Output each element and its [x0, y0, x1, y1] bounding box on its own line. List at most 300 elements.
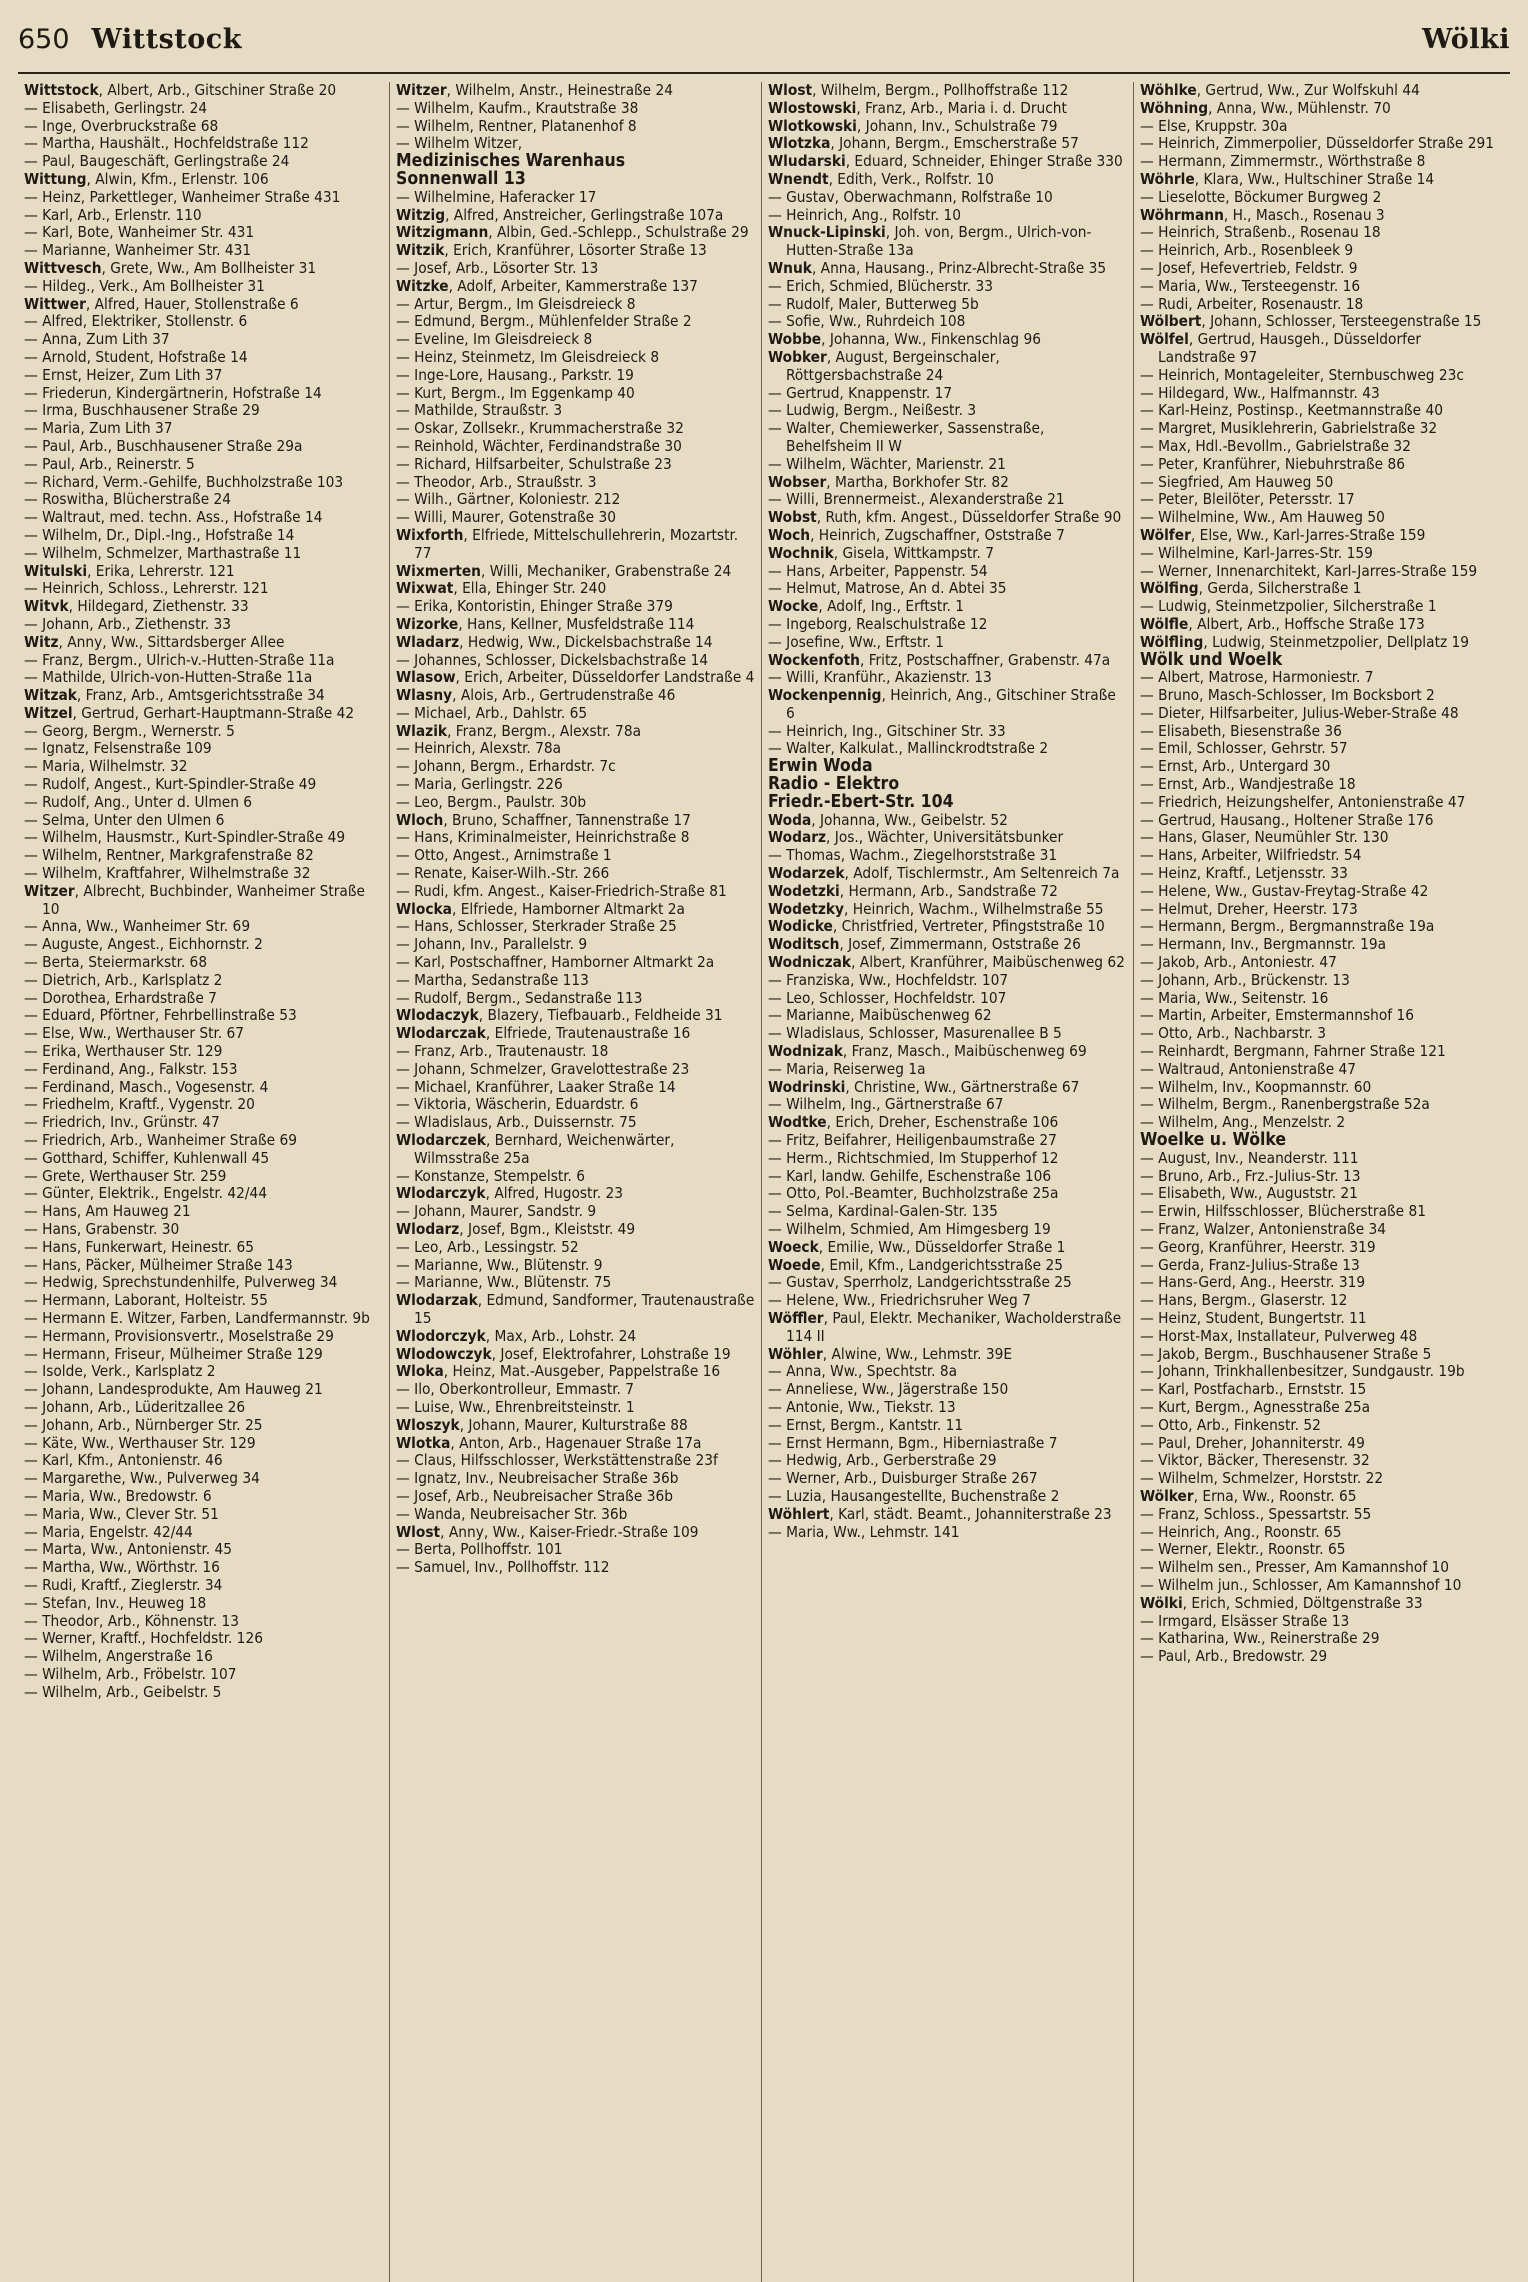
directory-entry: — Günter, Elektrik., Engelstr. 42/44 — [24, 1184, 268, 1203]
directory-entry: Witulski, Erika, Lehrerstr. 121 — [24, 561, 235, 580]
directory-entry: — Irma, Buschhausener Straße 29 — [24, 401, 260, 420]
directory-entry: — Rudolf, Angest., Kurt-Spindler-Straße 49 — [24, 775, 317, 794]
directory-entry: — Waltraud, Antonienstraße 47 — [1140, 1059, 1357, 1078]
directory-entry: — Otto, Angest., Arnimstraße 1 — [396, 846, 612, 865]
directory-entry: — Maria, Ww., Lehmstr. 141 — [768, 1522, 960, 1541]
directory-entry: Wodarzek, Adolf, Tischlermstr., Am Seltenreich 7a — [768, 864, 1120, 883]
directory-entry: — Gustav, Sperrholz, Landgerichtsstraße 25 — [768, 1273, 1072, 1292]
directory-entry: Wobser, Martha, Borkhofer Str. 82 — [768, 472, 1009, 491]
directory-entry: — Walter, Chemiewerker, Sassenstraße, Behelfsheim II W — [768, 419, 1045, 455]
directory-entry: — Hedwig, Sprechstundenhilfe, Pulverweg 34 — [24, 1273, 338, 1292]
directory-entry: — Gertrud, Knappenstr. 17 — [768, 383, 953, 402]
directory-entry: — Viktoria, Wäscherin, Eduardstr. 6 — [396, 1095, 639, 1114]
directory-entry: — Maria, Zum Lith 37 — [24, 419, 173, 438]
directory-entry: — Alfred, Elektriker, Stollenstr. 6 — [24, 312, 248, 331]
directory-entry: — Maria, Engelstr. 42/44 — [24, 1522, 193, 1541]
directory-entry: — August, Inv., Neanderstr. 111 — [1140, 1148, 1359, 1167]
directory-entry: — Karl-Heinz, Postinsp., Keetmannstraße 40 — [1140, 401, 1443, 420]
directory-entry: — Willi, Brennermeist., Alexanderstraße 21 — [768, 490, 1065, 509]
directory-entry: — Viktor, Bäcker, Theresenstr. 32 — [1140, 1451, 1370, 1470]
directory-entry: — Johann, Inv., Parallelstr. 9 — [396, 935, 588, 954]
directory-entry: — Roswitha, Blücherstraße 24 — [24, 490, 232, 509]
directory-entry: Wittwer, Alfred, Hauer, Stollenstraße 6 — [24, 294, 299, 313]
directory-entry: — Josef, Arb., Lösorter Str. 13 — [396, 258, 599, 277]
directory-entry: — Paul, Arb., Bredowstr. 29 — [1140, 1647, 1328, 1666]
directory-entry: — Isolde, Verk., Karlsplatz 2 — [24, 1362, 216, 1381]
directory-entry: Woditsch, Josef, Zimmermann, Oststraße 26 — [768, 935, 1081, 954]
directory-entry: — Gustav, Oberwachmann, Rolfstraße 10 — [768, 187, 1053, 206]
directory-entry: Wloka, Heinz, Mat.-Ausgeber, Pappelstraße 16 — [396, 1362, 721, 1381]
directory-entry: — Berta, Steiermarkstr. 68 — [24, 953, 208, 972]
directory-entry: Wludarski, Eduard, Schneider, Ehinger Straße 330 — [768, 152, 1123, 171]
directory-entry: Wlotka, Anton, Arb., Hagenauer Straße 17a — [396, 1433, 702, 1452]
directory-entry: — Berta, Pollhoffstr. 101 — [396, 1540, 563, 1559]
directory-entry: — Ernst Hermann, Bgm., Hiberniastraße 7 — [768, 1433, 1058, 1452]
directory-entry: — Hans, Schlosser, Sterkrader Straße 25 — [396, 917, 677, 936]
directory-entry: — Martha, Sedanstraße 113 — [396, 970, 589, 989]
directory-entry: — Theodor, Arb., Straußstr. 3 — [396, 472, 597, 491]
directory-entry: — Werner, Elektr., Roonstr. 65 — [1140, 1540, 1346, 1559]
directory-entry: — Stefan, Inv., Heuweg 18 — [24, 1593, 207, 1612]
directory-entry: — Michael, Arb., Dahlstr. 65 — [396, 703, 588, 722]
directory-entry: — Hans, Am Hauweg 21 — [24, 1202, 191, 1221]
directory-entry: — Ernst, Heizer, Zum Lith 37 — [24, 365, 223, 384]
directory-entry: — Josef, Arb., Neubreisacher Straße 36b — [396, 1486, 673, 1505]
directory-entry: Wixforth, Elfriede, Mittelschullehrerin, Mozartstr. 77 — [396, 525, 739, 562]
directory-entry: Wöhler, Alwine, Ww., Lehmstr. 39E — [768, 1344, 1013, 1363]
directory-entry: — Johann, Bergm., Erhardstr. 7c — [396, 757, 616, 776]
directory-entry: Wöhrmann, H., Masch., Rosenau 3 — [1140, 205, 1385, 224]
directory-entry: — Selma, Unter den Ulmen 6 — [24, 810, 225, 829]
header-rule — [18, 72, 1510, 74]
directory-entry: — Johann, Arb., Brückenstr. 13 — [1140, 970, 1350, 989]
directory-entry: Wlostowski, Franz, Arb., Maria i. d. Drucht — [768, 98, 1067, 117]
directory-entry: Wölfel, Gertrud, Hausgeh., Düsseldorfer Landstraße 97 — [1140, 330, 1422, 366]
directory-entry: — Maria, Gerlingstr. 226 — [396, 775, 563, 794]
directory-entry: Witvk, Hildegard, Ziethenstr. 33 — [24, 597, 249, 616]
directory-entry: — Eduard, Pförtner, Fehrbellinstraße 53 — [24, 1006, 297, 1025]
directory-entry: — Wilhelm, Arb., Fröbelstr. 107 — [24, 1664, 237, 1683]
directory-entry: — Leo, Bergm., Paulstr. 30b — [396, 792, 587, 811]
directory-entry: — Karl, landw. Gehilfe, Eschenstraße 106 — [768, 1166, 1052, 1185]
directory-entry: — Richard, Hilfsarbeiter, Schulstraße 23 — [396, 454, 672, 473]
directory-entry: — Peter, Bleilöter, Petersstr. 17 — [1140, 490, 1355, 509]
directory-entry: — Hermann, Provisionsvertr., Moselstraße 29 — [24, 1326, 334, 1345]
directory-entry: — Bruno, Arb., Frz.-Julius-Str. 13 — [1140, 1166, 1361, 1185]
directory-entry: Wodarz, Jos., Wächter, Universitätsbunker — [768, 828, 1064, 847]
directory-entry: — Edmund, Bergm., Mühlenfelder Straße 2 — [396, 312, 692, 331]
directory-entry: — Arnold, Student, Hofstraße 14 — [24, 347, 248, 366]
directory-columns — [18, 82, 1510, 2282]
directory-entry: — Marianne, Ww., Blütenstr. 75 — [396, 1273, 612, 1292]
directory-entry: — Erich, Schmied, Blücherstr. 33 — [768, 276, 994, 295]
directory-entry: Wocke, Adolf, Ing., Erftstr. 1 — [768, 597, 965, 616]
directory-entry: — Anna, Zum Lith 37 — [24, 330, 170, 349]
directory-entry: — Reinhardt, Bergmann, Fahrner Straße 121 — [1140, 1042, 1446, 1061]
directory-entry: — Maria, Ww., Seitenstr. 16 — [1140, 988, 1329, 1007]
directory-entry: Witzer, Wilhelm, Anstr., Heinestraße 24 — [396, 82, 674, 99]
directory-entry: Wodetzky, Heinrich, Wachm., Wilhelmstraße 55 — [768, 899, 1104, 918]
directory-entry: — Erika, Kontoristin, Ehinger Straße 379 — [396, 597, 673, 616]
directory-entry: — Johann, Schmelzer, Gravelottestraße 23 — [396, 1059, 690, 1078]
directory-entry: — Otto, Arb., Nachbarstr. 3 — [1140, 1024, 1326, 1043]
directory-entry: Wlost, Wilhelm, Bergm., Pollhoffstraße 112 — [768, 82, 1069, 99]
column-4 — [1134, 82, 1506, 2282]
column-3 — [762, 82, 1134, 2282]
directory-entry: — Erwin, Hilfsschlosser, Blücherstraße 81 — [1140, 1202, 1427, 1221]
directory-entry: — Johann, Arb., Ziethenstr. 33 — [24, 614, 231, 633]
directory-entry: — Wilhelm, Arb., Geibelstr. 5 — [24, 1682, 222, 1701]
directory-entry: Wnuk, Anna, Hausang., Prinz-Albrecht-Straße 35 — [768, 258, 1107, 277]
directory-entry: — Lieselotte, Böckumer Burgweg 2 — [1140, 187, 1382, 206]
directory-entry: — Michael, Kranführer, Laaker Straße 14 — [396, 1077, 676, 1096]
directory-entry: — Ignatz, Felsenstraße 109 — [24, 739, 212, 758]
directory-entry: — Maria, Reiserweg 1a — [768, 1059, 926, 1078]
directory-entry: — Helene, Ww., Friedrichsruher Weg 7 — [768, 1291, 1031, 1310]
directory-entry: — Heinz, Parkettleger, Wanheimer Straße 431 — [24, 187, 341, 206]
directory-entry: — Heinrich, Alexstr. 78a — [396, 739, 562, 758]
directory-entry: Woeck, Emilie, Ww., Düsseldorfer Straße 1 — [768, 1237, 1066, 1256]
column-1 — [18, 82, 390, 2282]
directory-entry: — Hans-Gerd, Ang., Heerstr. 319 — [1140, 1273, 1366, 1292]
directory-entry: — Otto, Arb., Finkenstr. 52 — [1140, 1415, 1321, 1434]
directory-entry: — Luzia, Hausangestellte, Buchenstraße 2 — [768, 1486, 1060, 1505]
directory-entry: Wobker, August, Bergeinschaler, Röttgersbachstraße 24 — [768, 347, 1000, 384]
directory-entry: — Heinrich, Schloss., Lehrerstr. 121 — [24, 579, 269, 598]
directory-entry: Wodetzki, Hermann, Arb., Sandstraße 72 — [768, 881, 1058, 900]
directory-entry: — Horst-Max, Installateur, Pulverweg 48 — [1140, 1326, 1418, 1345]
directory-entry: — Ferdinand, Masch., Vogesenstr. 4 — [24, 1077, 269, 1096]
directory-entry: — Dietrich, Arb., Karlsplatz 2 — [24, 970, 223, 989]
directory-entry: — Rudolf, Bergm., Sedanstraße 113 — [396, 988, 643, 1007]
directory-entry: — Wilhelm, Ing., Gärtnerstraße 67 — [768, 1095, 1004, 1114]
directory-entry: — Leo, Schlosser, Hochfeldstr. 107 — [768, 988, 1007, 1007]
directory-entry: — Martha, Haushält., Hochfeldstraße 112 — [24, 134, 309, 153]
directory-entry: — Wilhelm, Kaufm., Krautstraße 38 — [396, 98, 639, 117]
directory-entry: Wlodarzak, Edmund, Sandformer, Trautenaustraße 15 — [396, 1291, 755, 1327]
directory-entry: Wlasow, Erich, Arbeiter, Düsseldorfer Landstraße 4 — [396, 668, 755, 687]
directory-entry: Woch, Heinrich, Zugschaffner, Oststraße 7 — [768, 525, 1065, 544]
directory-entry: — Maria, Ww., Bredowstr. 6 — [24, 1486, 212, 1505]
directory-entry: Wockenfoth, Fritz, Postschaffner, Grabenstr. 47a — [768, 650, 1111, 669]
directory-entry: — Antonie, Ww., Tiekstr. 13 — [768, 1397, 956, 1416]
directory-entry: Wöffler, Paul, Elektr. Mechaniker, Wacholderstraße 114 II — [768, 1308, 1122, 1345]
directory-entry: Wlodowczyk, Josef, Elektrofahrer, Lohstraße 19 — [396, 1344, 731, 1363]
directory-entry: — Eveline, Im Gleisdreieck 8 — [396, 330, 593, 349]
directory-entry: — Friedhelm, Kraftf., Vygenstr. 20 — [24, 1095, 255, 1114]
directory-entry: — Rudi, Kraftf., Zieglerstr. 34 — [24, 1575, 223, 1594]
directory-entry: — Marianne, Ww., Blütenstr. 9 — [396, 1255, 603, 1274]
directory-entry: — Maria, Ww., Tersteegenstr. 16 — [1140, 276, 1361, 295]
directory-entry: — Anna, Ww., Wanheimer Str. 69 — [24, 917, 251, 936]
directory-entry: — Johannes, Schlosser, Dickelsbachstraße 14 — [396, 650, 709, 669]
directory-entry: — Franziska, Ww., Hochfeldstr. 107 — [768, 970, 1009, 989]
directory-entry: — Hermann, Inv., Bergmannstr. 19a — [1140, 935, 1387, 954]
directory-entry: — Luise, Ww., Ehrenbreitsteinstr. 1 — [396, 1397, 635, 1416]
directory-entry: — Dieter, Hilfsarbeiter, Julius-Weber-Straße 48 — [1140, 703, 1459, 722]
directory-entry: — Reinhold, Wächter, Ferdinandstraße 30 — [396, 436, 682, 455]
directory-entry: Wodicke, Christfried, Vertreter, Pfingststraße 10 — [768, 917, 1105, 936]
directory-entry: Wladarz, Hedwig, Ww., Dickelsbachstraße 14 — [396, 632, 713, 651]
directory-entry: Wizorke, Hans, Kellner, Musfeldstraße 114 — [396, 614, 695, 633]
directory-entry: — Bruno, Masch-Schlosser, Im Bocksbort 2 — [1140, 686, 1435, 705]
directory-entry: — Kurt, Bergm., Agnesstraße 25a — [1140, 1397, 1371, 1416]
directory-entry: — Inge-Lore, Hausang., Parkstr. 19 — [396, 365, 634, 384]
directory-entry: — Wilhelm, Kraftfahrer, Wilhelmstraße 32 — [24, 864, 311, 883]
directory-entry: Wlodorczyk, Max, Arb., Lohstr. 24 — [396, 1326, 637, 1345]
directory-entry: — Hermann, Bergm., Bergmannstraße 19a — [1140, 917, 1435, 936]
directory-entry: Sonnenwall 13 — [396, 168, 526, 189]
directory-entry: — Willi, Kranführ., Akazienstr. 13 — [768, 668, 992, 687]
directory-entry: Wlost, Anny, Ww., Kaiser-Friedr.-Straße 109 — [396, 1522, 699, 1541]
directory-entry: — Wilhelm sen., Presser, Am Kamannshof 10 — [1140, 1558, 1450, 1577]
directory-entry: Woede, Emil, Kfm., Landgerichtsstraße 25 — [768, 1255, 1063, 1274]
directory-entry: Wobst, Ruth, kfm. Angest., Düsseldorfer Straße 90 — [768, 508, 1122, 527]
directory-entry: — Friedrich, Arb., Wanheimer Straße 69 — [24, 1131, 297, 1150]
directory-entry: — Johann, Trinkhallenbesitzer, Sundgaustr. 19b — [1140, 1362, 1465, 1381]
directory-entry: — Franz, Bergm., Ulrich-v.-Hutten-Straße 11a — [24, 650, 335, 669]
directory-entry: — Maria, Wilhelmstr. 32 — [24, 757, 188, 776]
directory-entry: — Fritz, Beifahrer, Heiligenbaumstraße 27 — [768, 1131, 1057, 1150]
directory-entry: — Heinrich, Ang., Roonstr. 65 — [1140, 1522, 1342, 1541]
directory-entry: Wölfle, Albert, Arb., Hoffsche Straße 173 — [1140, 614, 1425, 633]
directory-entry: — Johann, Arb., Lüderitzallee 26 — [24, 1397, 246, 1416]
directory-entry: — Karl, Arb., Erlenstr. 110 — [24, 205, 202, 224]
directory-entry: — Inge, Overbruckstraße 68 — [24, 116, 219, 135]
directory-entry: Witzak, Franz, Arb., Amtsgerichtsstraße 34 — [24, 686, 325, 705]
directory-entry: — Margarethe, Ww., Pulverweg 34 — [24, 1469, 260, 1488]
directory-entry: — Theodor, Arb., Köhnenstr. 13 — [24, 1611, 239, 1630]
directory-entry: — Martha, Ww., Wörthstr. 16 — [24, 1558, 220, 1577]
directory-entry: — Wilh., Gärtner, Koloniestr. 212 — [396, 490, 621, 509]
directory-entry: — Wilhelm, Schmied, Am Himgesberg 19 — [768, 1220, 1051, 1238]
directory-entry: Medizinisches Warenhaus — [396, 151, 626, 172]
directory-entry: — Ernst, Arb., Untergard 30 — [1140, 757, 1331, 776]
directory-entry: — Karl, Postfacharb., Ernststr. 15 — [1140, 1380, 1367, 1399]
directory-entry: — Wilhelm, Dr., Dipl.-Ing., Hofstraße 14 — [24, 525, 295, 544]
directory-entry: — Ludwig, Bergm., Neißestr. 3 — [768, 401, 977, 420]
directory-entry: Wölker, Erna, Ww., Roonstr. 65 — [1140, 1486, 1357, 1505]
directory-entry: Wölfling, Ludwig, Steinmetzpolier, Dellplatz 19 — [1140, 632, 1470, 651]
directory-entry: — Paul, Arb., Reinerstr. 5 — [24, 454, 195, 473]
directory-entry: Erwin Woda — [768, 756, 873, 777]
column-2 — [390, 82, 762, 2282]
directory-entry: — Friedrich, Inv., Grünstr. 47 — [24, 1113, 220, 1132]
directory-entry: — Franz, Arb., Trautenaustr. 18 — [396, 1042, 609, 1061]
directory-entry: — Richard, Verm.-Gehilfe, Buchholzstraße 103 — [24, 472, 344, 491]
directory-entry: Wlazik, Franz, Bergm., Alexstr. 78a — [396, 721, 641, 740]
directory-entry: — Renate, Kaiser-Wilh.-Str. 266 — [396, 864, 610, 883]
directory-entry: — Wilhelm jun., Schlosser, Am Kamannshof 10 — [1140, 1575, 1462, 1594]
directory-entry: — Kurt, Bergm., Im Eggenkamp 40 — [396, 383, 635, 402]
directory-entry: — Leo, Arb., Lessingstr. 52 — [396, 1237, 579, 1256]
directory-entry: Wlodarczak, Elfriede, Trautenaustraße 16 — [396, 1024, 691, 1043]
directory-entry: — Hedwig, Arb., Gerberstraße 29 — [768, 1451, 997, 1470]
directory-entry: — Otto, Pol.-Beamter, Buchholzstraße 25a — [768, 1184, 1059, 1203]
directory-entry: — Heinrich, Ang., Rolfstr. 10 — [768, 205, 962, 224]
directory-entry: — Rudolf, Ang., Unter d. Ulmen 6 — [24, 792, 253, 811]
directory-entry: — Hans, Bergm., Glaserstr. 12 — [1140, 1291, 1348, 1310]
directory-entry: — Hans, Arbeiter, Wilfriedstr. 54 — [1140, 846, 1362, 865]
directory-entry: — Konstanze, Stempelstr. 6 — [396, 1166, 586, 1185]
directory-entry: — Johann, Arb., Nürnberger Str. 25 — [24, 1415, 263, 1434]
directory-entry: — Johann, Landesprodukte, Am Hauweg 21 — [24, 1380, 323, 1399]
directory-entry: — Hans, Funkerwart, Heinestr. 65 — [24, 1237, 255, 1256]
directory-entry: — Peter, Kranführer, Niebuhrstraße 86 — [1140, 454, 1406, 473]
directory-entry: Wölfing, Gerda, Silcherstraße 1 — [1140, 579, 1362, 598]
directory-entry: — Wladislaus, Arb., Duissernstr. 75 — [396, 1113, 637, 1132]
directory-entry: Wochnik, Gisela, Wittkampstr. 7 — [768, 543, 995, 562]
directory-entry: — Mathilde, Ulrich-von-Hutten-Straße 11a — [24, 668, 313, 687]
directory-entry: Wlotzka, Johann, Bergm., Emscherstraße 57 — [768, 134, 1079, 153]
directory-entry: — Karl, Postschaffner, Hamborner Altmarkt 2a — [396, 953, 715, 972]
directory-entry: — Gertrud, Hausang., Holtener Straße 176 — [1140, 810, 1434, 829]
directory-entry: — Hermann E. Witzer, Farben, Landfermannstr. 9b — [24, 1308, 370, 1327]
directory-entry: — Franz, Schloss., Spessartstr. 55 — [1140, 1504, 1372, 1523]
directory-entry: — Oskar, Zollsekr., Krummacherstraße 32 — [396, 419, 684, 438]
directory-entry: — Wilhelm, Wächter, Marienstr. 21 — [768, 454, 1006, 473]
directory-entry: Wockenpennig, Heinrich, Ang., Gitschiner Straße 6 — [768, 686, 1116, 722]
directory-entry: — Gerda, Franz-Julius-Straße 13 — [1140, 1255, 1360, 1274]
directory-entry: — Josef, Hefevertrieb, Feldstr. 9 — [1140, 258, 1358, 277]
directory-entry: — Margret, Musiklehrerin, Gabrielstraße 32 — [1140, 419, 1438, 438]
directory-entry: Wlodaczyk, Blazery, Tiefbauarb., Feldheide 31 — [396, 1006, 723, 1025]
directory-entry: Wodrinski, Christine, Ww., Gärtnerstraße 67 — [768, 1077, 1080, 1096]
directory-entry: — Anna, Ww., Spechtstr. 8a — [768, 1362, 958, 1381]
directory-entry: — Hans, Päcker, Mülheimer Straße 143 — [24, 1255, 293, 1274]
directory-entry: Wlotkowski, Johann, Inv., Schulstraße 79 — [768, 116, 1058, 135]
directory-entry: Wittstock, Albert, Arb., Gitschiner Straße 20 — [24, 82, 337, 99]
directory-entry: — Walter, Kalkulat., Mallinckrodtstraße 2 — [768, 739, 1049, 758]
directory-entry: Wodtke, Erich, Dreher, Eschenstraße 106 — [768, 1113, 1059, 1132]
directory-entry: — Heinrich, Arb., Rosenbleek 9 — [1140, 241, 1354, 260]
directory-entry: — Wilhelm, Rentner, Platanenhof 8 — [396, 116, 637, 135]
directory-entry: — Helene, Ww., Gustav-Freytag-Straße 42 — [1140, 881, 1429, 900]
page-header — [18, 24, 1510, 68]
directory-entry: Wittvesch, Grete, Ww., Am Bollheister 31 — [24, 258, 317, 277]
directory-entry: — Dorothea, Erhardstraße 7 — [24, 988, 217, 1007]
directory-entry: — Franz, Walzer, Antonienstraße 34 — [1140, 1220, 1387, 1238]
directory-entry: — Thomas, Wachm., Ziegelhorststraße 31 — [768, 846, 1058, 865]
right-running-title: Wölki — [1422, 24, 1510, 55]
directory-entry: — Ludwig, Steinmetzpolier, Silcherstraße 1 — [1140, 597, 1437, 616]
directory-entry: Wodnizak, Franz, Masch., Maibüschenweg 69 — [768, 1042, 1087, 1061]
directory-entry: — Karl, Bote, Wanheimer Str. 431 — [24, 223, 255, 242]
directory-entry: — Paul, Arb., Buschhausener Straße 29a — [24, 436, 303, 455]
directory-entry: — Hildegard, Ww., Halfmannstr. 43 — [1140, 383, 1380, 402]
directory-entry: — Wilhelmine, Ww., Am Hauweg 50 — [1140, 508, 1385, 527]
directory-entry: — Friederun, Kindergärtnerin, Hofstraße 14 — [24, 383, 322, 402]
directory-entry: Woelke u. Wölke — [1140, 1130, 1287, 1151]
directory-entry: — Johann, Maurer, Sandstr. 9 — [396, 1202, 597, 1221]
directory-entry: Wloch, Bruno, Schaffner, Tannenstraße 17 — [396, 810, 691, 829]
directory-entry: — Wilhelm, Ang., Menzelstr. 2 — [1140, 1113, 1346, 1132]
directory-entry: — Wilhelm, Bergm., Ranenbergstraße 52a — [1140, 1095, 1430, 1114]
directory-entry: — Artur, Bergm., Im Gleisdreieck 8 — [396, 294, 636, 313]
directory-entry: Wnendt, Edith, Verk., Rolfstr. 10 — [768, 169, 994, 188]
directory-entry: — Katharina, Ww., Reinerstraße 29 — [1140, 1629, 1380, 1648]
directory-entry: Wöhning, Anna, Ww., Mühlenstr. 70 — [1140, 98, 1391, 117]
directory-entry: Wlodarz, Josef, Bgm., Kleiststr. 49 — [396, 1220, 636, 1238]
directory-entry: — Max, Hdl.-Bevollm., Gabrielstraße 32 — [1140, 436, 1411, 455]
directory-entry: — Heinrich, Montageleiter, Sternbuschweg 23c — [1140, 365, 1464, 384]
directory-entry: — Else, Kruppstr. 30a — [1140, 116, 1288, 135]
directory-entry: — Josefine, Ww., Erftstr. 1 — [768, 632, 945, 651]
directory-entry: — Erika, Werthauser Str. 129 — [24, 1042, 223, 1061]
directory-entry: — Wilhelm, Schmelzer, Marthastraße 11 — [24, 543, 302, 562]
directory-entry: — Wanda, Neubreisacher Str. 36b — [396, 1504, 628, 1523]
left-running-title: Wittstock — [91, 24, 242, 55]
directory-entry: — Martin, Arbeiter, Emstermannshof 16 — [1140, 1006, 1414, 1025]
directory-entry: Wixwat, Ella, Ehinger Str. 240 — [396, 579, 607, 598]
directory-entry: — Wladislaus, Schlosser, Masurenallee B 5 — [768, 1024, 1062, 1043]
directory-entry: — Sofie, Ww., Ruhrdeich 108 — [768, 312, 966, 331]
directory-entry: Wölk und Woelk — [1140, 649, 1283, 670]
directory-entry: Radio - Elektro — [768, 774, 900, 795]
directory-entry: — Paul, Baugeschäft, Gerlingstraße 24 — [24, 152, 290, 171]
directory-entry: — Ignatz, Inv., Neubreisacher Straße 36b — [396, 1469, 679, 1488]
directory-entry: Witzel, Gertrud, Gerhart-Hauptmann-Straße 42 — [24, 703, 355, 722]
directory-entry: — Emil, Schlosser, Gehrstr. 57 — [1140, 739, 1348, 758]
directory-entry: — Siegfried, Am Hauweg 50 — [1140, 472, 1334, 491]
directory-entry: Wlodarczyk, Alfred, Hugostr. 23 — [396, 1184, 623, 1203]
directory-entry: — Samuel, Inv., Pollhoffstr. 112 — [396, 1558, 610, 1577]
directory-entry: — Hans, Glaser, Neumühler Str. 130 — [1140, 828, 1389, 847]
directory-entry: — Else, Ww., Werthauser Str. 67 — [24, 1024, 245, 1043]
directory-entry: Witzer, Albrecht, Buchbinder, Wanheimer Straße 10 — [24, 881, 365, 918]
directory-entry: — Auguste, Angest., Eichhornstr. 2 — [24, 935, 263, 954]
directory-entry: — Hildeg., Verk., Am Bollheister 31 — [24, 276, 265, 295]
directory-entry: Wöhlert, Karl, städt. Beamt., Johanniterstraße 23 — [768, 1504, 1112, 1523]
directory-entry: — Käte, Ww., Werthauser Str. 129 — [24, 1433, 256, 1452]
directory-entry: Wlasny, Alois, Arb., Gertrudenstraße 46 — [396, 686, 676, 705]
directory-entry: — Heinz, Kraftf., Letjensstr. 33 — [1140, 864, 1348, 883]
directory-entry: — Rudi, Arbeiter, Rosenaustr. 18 — [1140, 294, 1364, 313]
directory-entry: — Wilhelmine, Haferacker 17 — [396, 187, 597, 206]
directory-entry: Wlocka, Elfriede, Hamborner Altmarkt 2a — [396, 899, 685, 918]
directory-entry: Witz, Anny, Ww., Sittardsberger Allee — [24, 632, 285, 651]
directory-entry: — Heinrich, Straßenb., Rosenau 18 — [1140, 223, 1381, 242]
directory-entry: — Rudolf, Maler, Butterweg 5b — [768, 294, 979, 313]
directory-entry: Wnuck-Lipinski, Joh. von, Bergm., Ulrich-von-Hutten-Straße 13a — [768, 223, 1092, 260]
directory-entry: — Gotthard, Schiffer, Kuhlenwall 45 — [24, 1148, 270, 1167]
directory-entry: — Friedrich, Heizungshelfer, Antonienstraße 47 — [1140, 792, 1466, 811]
directory-entry: — Rudi, kfm. Angest., Kaiser-Friedrich-Straße 81 — [396, 881, 727, 900]
directory-entry: — Irmgard, Elsässer Straße 13 — [1140, 1611, 1350, 1630]
directory-entry: — Karl, Kfm., Antonienstr. 46 — [24, 1451, 223, 1470]
directory-entry: — Selma, Kardinal-Galen-Str. 135 — [768, 1202, 998, 1221]
directory-entry: — Mathilde, Straußstr. 3 — [396, 401, 563, 420]
directory-entry: — Georg, Kranführer, Heerstr. 319 — [1140, 1237, 1376, 1256]
directory-entry: — Willi, Maurer, Gotenstraße 30 — [396, 508, 616, 527]
directory-entry: — Wilhelmine, Karl-Jarres-Str. 159 — [1140, 543, 1373, 562]
page-number: 650 — [18, 24, 70, 55]
directory-entry: — Marta, Ww., Antonienstr. 45 — [24, 1540, 232, 1559]
directory-entry: Wölfer, Else, Ww., Karl-Jarres-Straße 159 — [1140, 525, 1426, 544]
directory-entry: — Hermann, Laborant, Holteistr. 55 — [24, 1291, 268, 1310]
directory-entry: — Wilhelm Witzer, — [396, 134, 523, 153]
directory-entry: Wölki, Erich, Schmied, Döltgenstraße 33 — [1140, 1593, 1423, 1612]
directory-entry: — Wilhelm, Rentner, Markgrafenstraße 82 — [24, 846, 314, 865]
directory-entry: — Albert, Matrose, Harmoniestr. 7 — [1140, 668, 1374, 687]
directory-entry: — Elisabeth, Biesenstraße 36 — [1140, 721, 1342, 740]
directory-entry: — Ernst, Bergm., Kantstr. 11 — [768, 1415, 964, 1434]
directory-entry: — Wilhelm, Inv., Koopmannstr. 60 — [1140, 1077, 1372, 1096]
directory-entry: Wittung, Alwin, Kfm., Erlenstr. 106 — [24, 169, 269, 188]
directory-entry: Witzik, Erich, Kranführer, Lösorter Straße 13 — [396, 241, 707, 260]
directory-entry: — Marianne, Wanheimer Str. 431 — [24, 241, 252, 260]
directory-entry: Woda, Johanna, Ww., Geibelstr. 52 — [768, 810, 1008, 829]
